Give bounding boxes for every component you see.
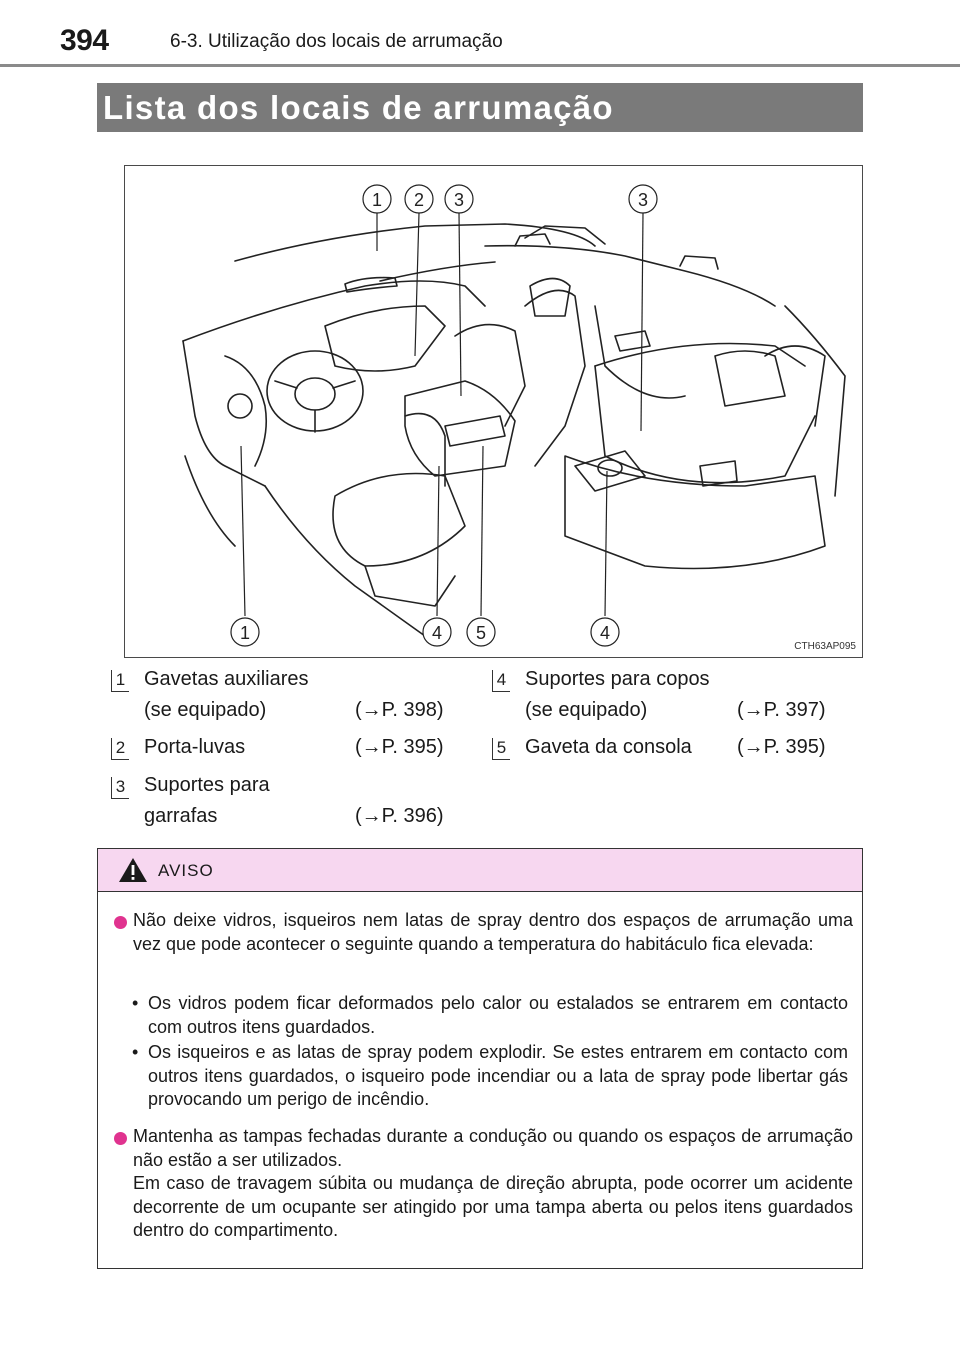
legend-number: 2	[111, 738, 129, 760]
legend-label-detail: (se equipado)	[144, 699, 267, 721]
warning-sub-item: Os vidros podem ficar deformados pelo calor ou estalados se entrarem em contacto com outros itens guardados.	[148, 993, 848, 1037]
callout-bottom-1: 1	[239, 623, 251, 643]
callout-marker	[231, 618, 259, 646]
legend-label: Gavetas auxiliares	[144, 668, 309, 690]
callout-top-2: 2	[413, 190, 425, 210]
callout-top-3: 3	[453, 190, 465, 210]
legend-label: Suportes para copos	[525, 668, 710, 690]
section-title: 6-3. Utilização dos locais de arrumação	[170, 31, 503, 52]
legend-label: Gaveta da consola	[525, 736, 692, 758]
callout-marker	[629, 185, 657, 213]
legend-label: Suportes para	[144, 774, 270, 796]
legend-label-detail: garrafas	[144, 805, 218, 827]
legend-number: 1	[111, 670, 129, 692]
page-reference: (→P. 398)	[355, 699, 444, 721]
bullet-icon	[114, 1132, 127, 1145]
callout-top-4: 3	[637, 190, 649, 210]
page-reference: (→P. 396)	[355, 805, 444, 827]
callout-marker	[445, 185, 473, 213]
legend-label: Porta-luvas	[144, 736, 246, 758]
callout-marker	[423, 618, 451, 646]
warning-box	[97, 848, 863, 1269]
page-reference: (→P. 395)	[355, 736, 444, 758]
header-divider	[0, 64, 960, 67]
callout-bottom-4: 4	[599, 623, 611, 643]
page-reference: (→P. 397)	[737, 699, 826, 721]
warning-header	[98, 849, 862, 892]
legend-number: 3	[111, 777, 129, 799]
sub-bullet-marker: •	[132, 1042, 139, 1062]
bullet-icon	[114, 916, 127, 929]
sub-bullet-marker: •	[132, 993, 139, 1013]
warning-sub-item: Os isqueiros e as latas de spray podem explodir. Se estes entrarem em contacto com outros itens guardados, o isqueiro pode incendiar ou a lata de spray pode libertar gás provocando um perigo de incêndio.	[148, 1042, 848, 1110]
callout-top-1: 1	[371, 190, 383, 210]
legend-label-detail: (se equipado)	[525, 699, 648, 721]
warning-paragraph: Mantenha as tampas fechadas durante a condução ou quando os espaços de arrumação não estão a ser utilizados.	[133, 1126, 853, 1170]
warning-triangle-icon	[118, 857, 148, 883]
image-code: CTH63AP095	[794, 641, 856, 652]
car-interior-drawing	[125, 166, 862, 657]
callout-bottom-2: 4	[431, 623, 443, 643]
page-reference: (→P. 395)	[737, 736, 826, 758]
warning-paragraph: Em caso de travagem súbita ou mudança de direção abrupta, pode ocorrer um acidente decorrente de um ocupante ser atingido por uma tampa aberta ou pelos itens guardados dentro do compartimento.	[133, 1173, 853, 1241]
interior-illustration	[124, 165, 863, 658]
warning-label: AVISO	[158, 861, 214, 880]
callout-bottom-3: 5	[475, 623, 487, 643]
legend-number: 4	[492, 670, 510, 692]
callout-marker	[591, 618, 619, 646]
warning-paragraph: Não deixe vidros, isqueiros nem latas de spray dentro dos espaços de arrumação uma vez que pode acontecer o seguinte quando a temperatura do habitáculo fica elevada:	[133, 910, 853, 954]
page-title: Lista dos locais de arrumação	[97, 83, 863, 132]
page-number: 394	[60, 24, 109, 57]
callout-marker	[405, 185, 433, 213]
callout-marker	[363, 185, 391, 213]
callout-marker	[467, 618, 495, 646]
legend-number: 5	[492, 738, 510, 760]
